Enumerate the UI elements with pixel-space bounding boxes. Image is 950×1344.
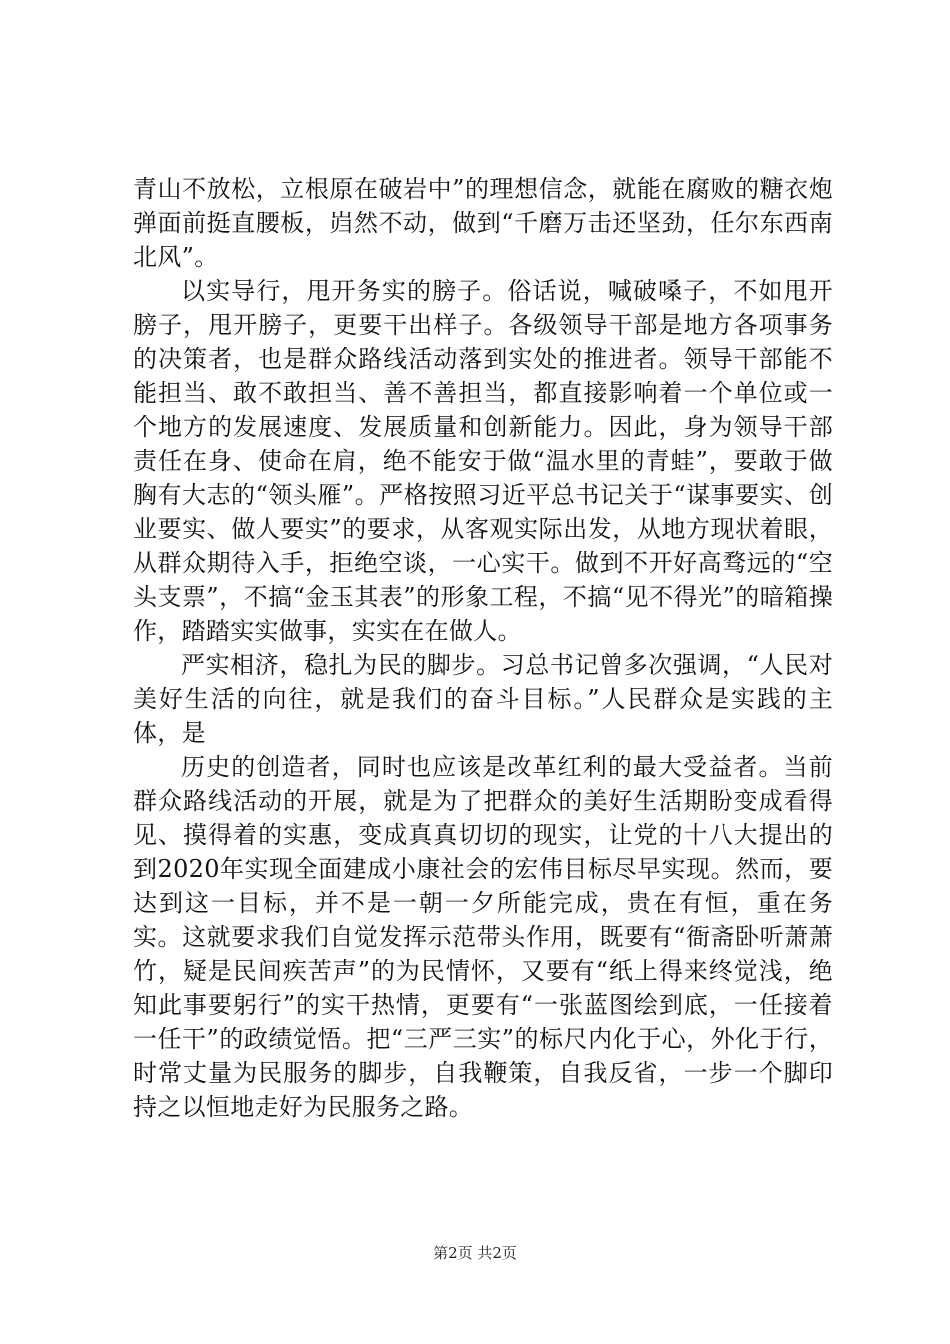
page-number-footer: 第2页 共2页 — [433, 1244, 517, 1262]
paragraph-practical-action: 以实导行，甩开务实的膀子。俗话说，喊破嗓子，不如甩开膀子，甩开膀子，更要干出样子。各级领导干部是地方各项事务的决策者，也是群众路线活动落到实处的推进者。领导干部能不能担当、敢不敢担当、善不善担当，都直接影响着一个单位或一个地方的发展速度、发展质量和创新能力。因此，身为领导干部责任在身、使命在肩，绝不能安于做“温水里的青蛙”，要敢于做胸有大志的“领头雁”。严格按照习近平总书记关于“谋事要实、创业要实、做人要实”的要求，从客观实际出发，从地方现状着眼，从群众期待入手，拒绝空谈，一心实干。做到不开好高骛远的“空头支票”，不搞“金玉其表”的形象工程，不搞“见不得光”的暗箱操作，踏踏实实做事，实实在在做人。 — [133, 277, 833, 645]
paragraph-continued: 青山不放松，立根原在破岩中”的理想信念，就能在腐败的糖衣炮弹面前挺直腰板，岿然不动，做到“千磨万击还坚劲，任尔东西南北风”。 — [133, 175, 833, 271]
paragraph-history-creators: 历史的创造者，同时也应该是改革红利的最大受益者。当前群众路线活动的开展，就是为了把群众的美好生活期盼变成看得见、摸得着的实惠，变成真真切切的现实，让党的十八大提出的到2020年实现全面建成小康社会的宏伟目标尽早实现。然而，要达到这一目标，并不是一朝一夕所能完成，贵在有恒，重在务实。这就要求我们自觉发挥示范带头作用，既要有“衙斋卧听萧萧竹，疑是民间疾苦声”的为民情怀，又要有“纸上得来终觉浅，绝知此事要躬行”的实干热情，更要有“一张蓝图绘到底，一任接着一任干”的政绩觉悟。把“三严三实”的标尺内化于心，外化于行，时常丈量为民服务的脚步，自我鞭策，自我反省，一步一个脚印持之以恒地走好为民服务之路。 — [133, 753, 833, 1121]
paragraph-serve-people: 严实相济，稳扎为民的脚步。习总书记曾多次强调，“人民对美好生活的向往，就是我们的奋斗目标。”人民群众是实践的主体，是 — [133, 651, 833, 747]
document-body — [133, 172, 833, 1124]
